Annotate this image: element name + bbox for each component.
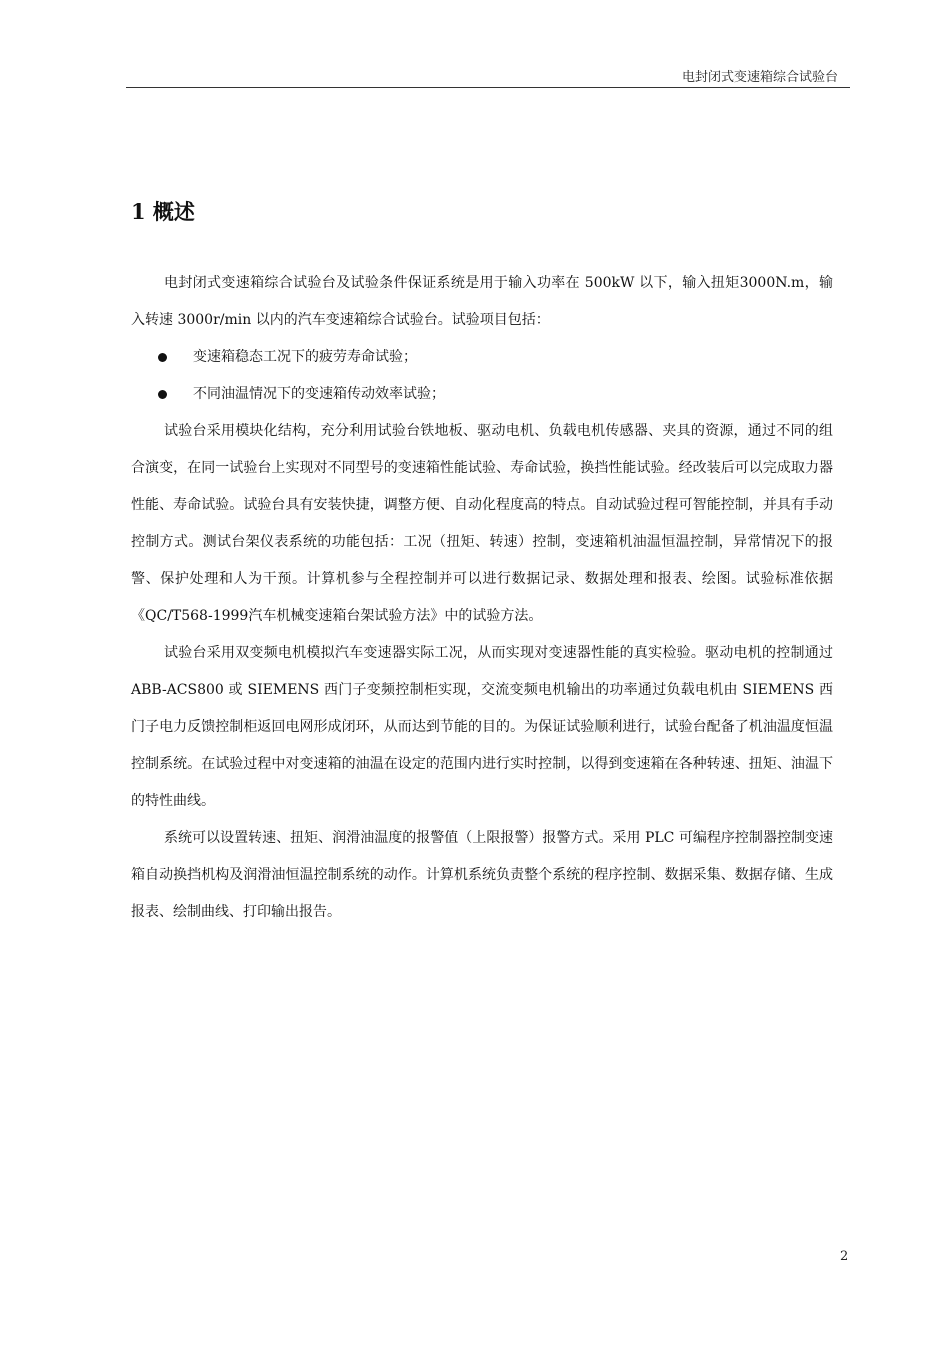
bullet-text: 不同油温情况下的变速箱传动效率试验； <box>193 386 445 402</box>
bullet-item <box>131 339 833 376</box>
header-divider <box>126 87 850 88</box>
intro-paragraph: 电封闭式变速箱综合试验台及试验条件保证系统是用于输入功率在 500kW 以下，输入扭矩3000N.m，输入转速 3000r/min 以内的汽车变速箱综合试验台。试验项目包括： <box>131 275 833 328</box>
section-heading: 1 概述 <box>131 199 195 224</box>
paragraph-structure: 试验台采用模块化结构，充分利用试验台铁地板、驱动电机、负载电机传感器、夹具的资源，通过不同的组合演变，在同一试验台上实现对不同型号的变速箱性能试验、寿命试验，换挡性能试验。经改装后可以完成取力器性能、寿命试验。试验台具有安装快捷，调整方便、自动化程度高的特点。自动试验过程可智能控制，并具有手动控制方式。测试台架仪表系统的功能包括：工况（扭矩、转速）控制，变速箱机油温恒温控制，异常情况下的报警、保护处理和人为干预。计算机参与全程控制并可以进行数据记录、数据处理和报表、绘图。试验标准依据《QC/T568-1999汽车机械变速箱台架试验方法》中的试验方法。 <box>131 423 833 624</box>
running-header-title: 电封闭式变速箱综合试验台 <box>681 70 838 85</box>
bullet-icon <box>158 390 167 399</box>
body-text <box>131 265 833 931</box>
paragraph-control-system: 系统可以设置转速、扭矩、润滑油温度的报警值（上限报警）报警方式。采用 PLC 可编程序控制器控制变速箱自动换挡机构及润滑油恒温控制系统的动作。计算机系统负责整个系统的程序控制、数据采集、数据存储、生成报表、绘制曲线、打印输出报告。 <box>131 830 833 920</box>
page-number: 2 <box>840 1249 849 1264</box>
bullet-item <box>131 376 833 413</box>
bullet-icon <box>158 353 167 362</box>
bullet-text: 变速箱稳态工况下的疲劳寿命试验； <box>193 349 417 365</box>
paragraph-drive-system: 试验台采用双变频电机模拟汽车变速器实际工况，从而实现对变速器性能的真实检验。驱动电机的控制通过 ABB-ACS800 或 SIEMENS 西门子变频控制柜实现，交流变频电机输出的功率通过负载电机由 SIEMENS 西门子电力反馈控制柜返回电网形成闭环，从而达到节能的目的。为保证试验顺利进行，试验台配备了机油温度恒温控制系统。在试验过程中对变速箱的油温在设定的范围内进行实时控制，以得到变速箱在各种转速、扭矩、油温下的特性曲线。 <box>131 645 833 809</box>
